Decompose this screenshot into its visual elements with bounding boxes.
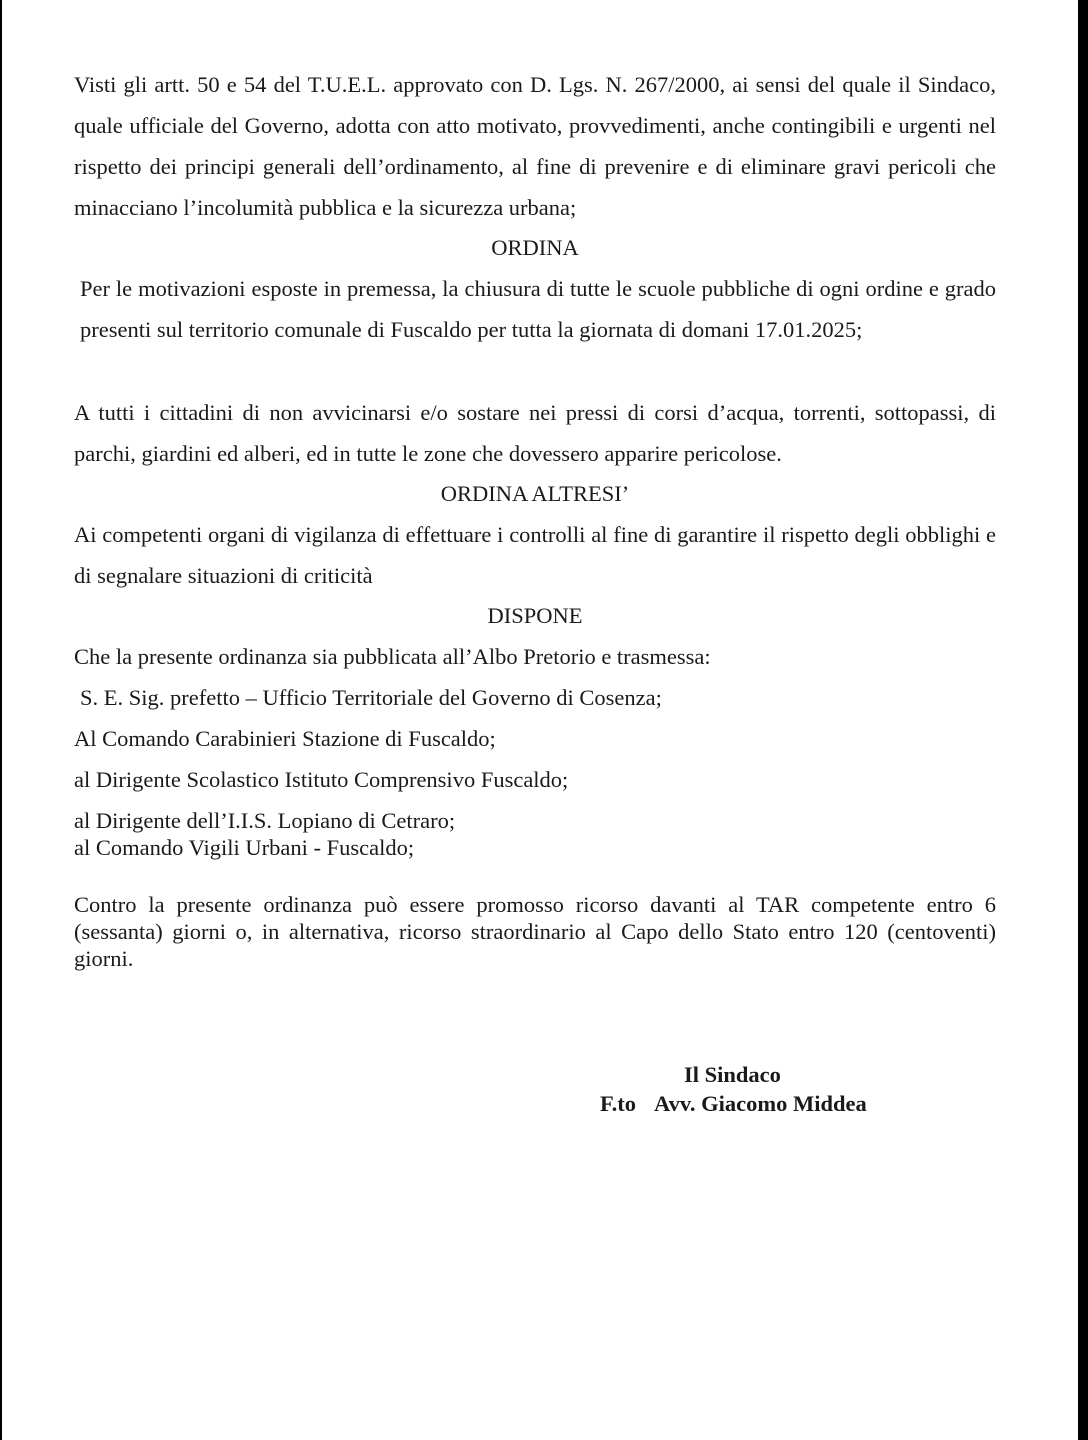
signature-title: Il Sindaco (684, 1062, 781, 1087)
ordinance-body (74, 64, 996, 972)
recipient-vigili-urbani: al Comando Vigili Urbani - Fuscaldo; (74, 835, 415, 860)
page-edge-right (1078, 0, 1088, 1440)
heading-ordina: ORDINA (491, 235, 579, 260)
spacer (74, 861, 996, 891)
paragraph-cittadini: A tutti i cittadini di non avvicinarsi e/o sostare nei pressi di corsi d’acqua, torrenti, sottopassi, di parchi, giardini ed alberi, ed in tutte le zone che dovessero apparire pericolose. (74, 400, 996, 466)
recipient-prefetto: S. E. Sig. prefetto – Ufficio Territoriale del Governo di Cosenza; (80, 685, 662, 710)
heading-dispone: DISPONE (487, 603, 583, 628)
signature-name: Avv. Giacomo Middea (654, 1091, 867, 1116)
page-edge-left (0, 0, 2, 1440)
signature-block (600, 1060, 920, 1118)
paragraph-organi-vigilanza: Ai competenti organi di vigilanza di effettuare i controlli al fine di garantire il rispetto degli obblighi e di segnalare situazioni di criticità (74, 522, 996, 588)
paragraph-chiusura-scuole: Per le motivazioni esposte in premessa, la chiusura di tutte le scuole pubbliche di ogni ordine e grado presenti sul territorio comunale di Fuscaldo per tutta la giornata di domani 17.01.2025; (80, 276, 996, 342)
spacer (74, 350, 996, 392)
paragraph-pubblicazione: Che la presente ordinanza sia pubblicata all’Albo Pretorio e trasmessa: (74, 644, 711, 669)
paragraph-visti: Visti gli artt. 50 e 54 del T.U.E.L. approvato con D. Lgs. N. 267/2000, ai sensi del quale il Sindaco, quale ufficiale del Governo, adotta con atto motivato, provvedimenti, anche contingibili e urgenti nel rispetto dei principi generali dell’ordinamento, al fine di prevenire e di eliminare gravi pericoli che minacciano l’incolumità pubblica e la sicurezza urbana; (74, 72, 996, 220)
recipient-istituto-comprensivo: al Dirigente Scolastico Istituto Comprensivo Fuscaldo; (74, 767, 569, 792)
heading-ordina-altresi: ORDINA ALTRESI’ (440, 481, 630, 506)
paragraph-ricorso: Contro la presente ordinanza può essere promosso ricorso davanti al TAR competente entro 6 (sessanta) giorni o, in alternativa, ricorso straordinario al Capo dello Stato entro 120 (centoventi) giorni. (74, 892, 996, 971)
signature-line (600, 1089, 920, 1118)
signature-prefix: F.to (600, 1091, 637, 1116)
recipient-carabinieri: Al Comando Carabinieri Stazione di Fuscaldo; (74, 726, 496, 751)
recipient-iis-lopiano: al Dirigente dell’I.I.S. Lopiano di Cetraro; (74, 808, 456, 833)
